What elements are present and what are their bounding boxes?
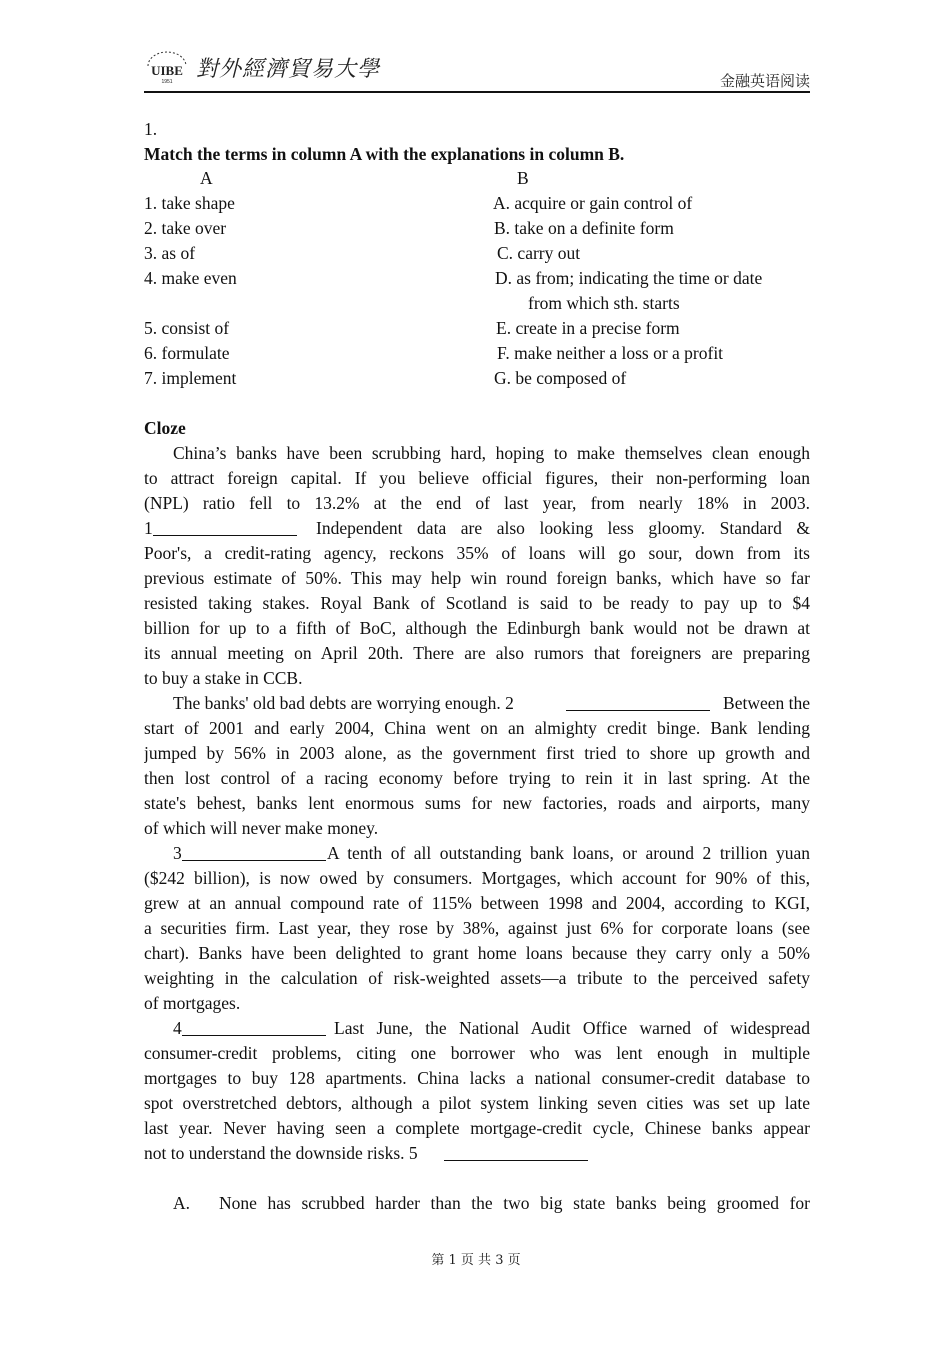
term-item: 5. consist of — [144, 318, 230, 338]
column-a-header: A — [200, 168, 213, 188]
term-item: 2. take over — [144, 218, 227, 238]
blank-number: 4 — [173, 1018, 182, 1038]
logo-text: UIBE — [151, 63, 183, 78]
text-line: a securities firm. Last year, they rose by 38%, against just 6% for corporate loans (see — [144, 918, 810, 938]
term-item: 7. implement — [144, 368, 237, 388]
text-line: previous estimate of 50%. This may help win round foreign banks, which have so far — [144, 568, 810, 588]
header-rule — [144, 91, 810, 93]
university-logo — [144, 48, 190, 84]
blank-line-2 — [144, 691, 810, 716]
explanation-item: F. make neither a loss or a profit — [497, 343, 724, 363]
explanation-item: from which sth. starts — [528, 293, 680, 313]
text-segment: not to understand the downside risks. 5 — [144, 1143, 418, 1163]
option-a-line — [144, 1191, 810, 1216]
text-line: then lost control of a racing economy before trying to rein it in last spring. At the — [144, 768, 810, 788]
column-b-header: B — [517, 168, 529, 188]
cloze-paragraph-4 — [144, 1016, 810, 1166]
text-segment: A tenth of all outstanding bank loans, or around 2 trillion yuan — [327, 843, 810, 863]
text-line: chart). Banks have been delighted to grant home loans because they carry only a 50% — [144, 943, 810, 963]
term-item: 4. make even — [144, 268, 237, 288]
blank-number: 1 — [144, 518, 153, 538]
text-line: to buy a stake in CCB. — [144, 668, 303, 688]
cloze-paragraph-1 — [144, 441, 810, 691]
explanation-item: G. be composed of — [494, 368, 627, 388]
matching-instruction: Match the terms in column A with the explanations in column B. — [144, 144, 625, 164]
explanation-item: D. as from; indicating the time or date — [495, 268, 763, 288]
text-line: spot overstretched debtors, although a pilot system linking seven cities was set up late — [144, 1093, 810, 1113]
answer-blank-2[interactable] — [566, 693, 710, 711]
term-item: 6. formulate — [144, 343, 230, 363]
cloze-paragraph-2 — [144, 691, 810, 841]
text-line: state's behest, banks lent enormous sums for new factories, roads and airports, many — [144, 793, 810, 813]
text-line: jumped by 56% in 2003 alone, as the government first tried to shore up growth and — [144, 743, 810, 763]
answer-blank-5[interactable] — [444, 1143, 588, 1161]
blank-line-3 — [144, 841, 810, 866]
text-segment: The banks' old bad debts are worrying enough. 2 — [173, 693, 514, 713]
text-line: consumer-credit problems, citing one borrower who was lent enough in multiple — [144, 1043, 810, 1063]
text-line: mortgages to buy 128 apartments. China lacks a national consumer-credit database to — [144, 1068, 810, 1088]
text-line: weighting in the calculation of risk-weighted assets—a tribute to the perceived safety — [144, 968, 810, 988]
text-line: (NPL) ratio fell to 13.2% at the end of last year, from nearly 18% in 2003. — [144, 493, 810, 513]
text-line: billion for up to a fifth of BoC, although the Edinburgh bank would not be drawn at — [144, 618, 810, 638]
text-line: of which will never make money. — [144, 818, 379, 838]
text-line: Poor's, a credit-rating agency, reckons 35% of loans will go sour, down from its — [144, 543, 810, 563]
text-line: Independent data are also looking less gloomy. Standard & — [316, 518, 810, 538]
option-a — [144, 1191, 810, 1216]
term-item: 1. take shape — [144, 193, 235, 213]
cloze-paragraph-3 — [144, 841, 810, 1016]
school-name: 對外經濟貿易大學 — [196, 57, 381, 82]
section-number: 1. — [144, 119, 158, 139]
text-line: start of 2001 and early 2004, China went on an almighty credit binge. Bank lending — [144, 718, 810, 738]
blank-number: 3 — [173, 843, 182, 863]
text-line: resisted taking stakes. Royal Bank of Scotland is said to be ready to pay up to $4 — [144, 593, 810, 613]
text-line: grew at an annual compound rate of 115% between 1998 and 2004, according to KGI, — [144, 893, 810, 913]
page-header — [144, 40, 810, 94]
text-line: of mortgages. — [144, 993, 241, 1013]
course-title: 金融英语阅读 — [719, 72, 810, 90]
logo-year: 1951 — [161, 79, 173, 84]
text-line: last year. Never having seen a complete mortgage-credit cycle, Chinese banks appear — [144, 1118, 810, 1138]
term-item: 3. as of — [144, 243, 196, 263]
answer-blank-4[interactable] — [182, 1018, 326, 1036]
explanation-item: C. carry out — [497, 243, 581, 263]
answer-blank-3[interactable] — [182, 843, 326, 861]
text-line: China’s banks have been scrubbing hard, hoping to make themselves clean enough — [173, 443, 810, 463]
explanation-item: B. take on a definite form — [494, 218, 674, 238]
explanation-item: E. create in a precise form — [496, 318, 680, 338]
page-footer: 第 1 页 共 3 页 — [431, 1253, 521, 1268]
blank-line-1 — [144, 516, 810, 541]
answer-blank-1[interactable] — [153, 518, 297, 536]
text-segment: Last June, the National Audit Office warned of widespread — [334, 1018, 810, 1038]
text-line: to attract foreign capital. If you believe official figures, their non-performing loan — [144, 468, 810, 488]
explanation-item: A. acquire or gain control of — [493, 193, 693, 213]
text-line: its annual meeting on April 20th. There are also rumors that foreigners are preparing — [144, 643, 810, 663]
option-label: A. — [173, 1193, 191, 1213]
text-segment: Between the — [723, 693, 810, 713]
blank-line-5 — [144, 1141, 810, 1166]
option-text: None has scrubbed harder than the two big state banks being groomed for — [219, 1193, 810, 1213]
blank-line-4 — [144, 1016, 810, 1041]
cloze-title: Cloze — [144, 418, 186, 438]
text-line: ($242 billion), is now owed by consumers. Mortgages, which account for 90% of this, — [144, 868, 810, 888]
